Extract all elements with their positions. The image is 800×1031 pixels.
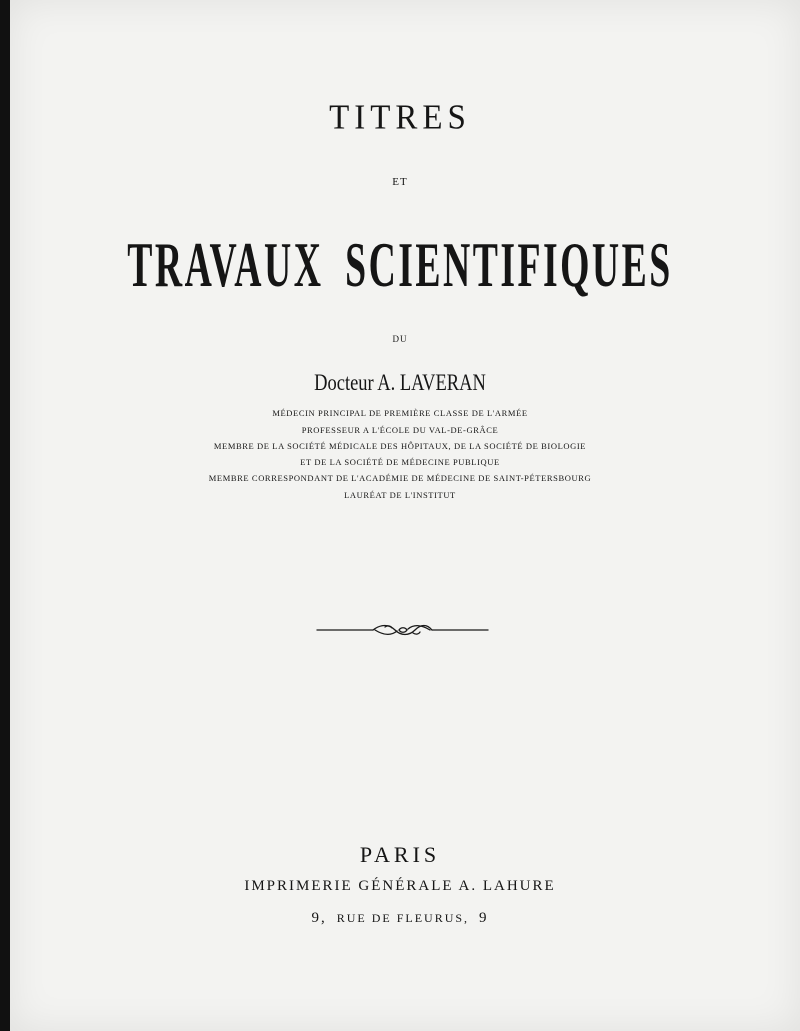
ornamental-rule-icon [315, 618, 490, 642]
title-page [10, 0, 800, 1031]
title-conjunction: ET [392, 176, 408, 188]
title-line-1: TITRES [329, 99, 471, 137]
address-number-right: 9 [479, 910, 489, 926]
imprint-city: PARIS [359, 842, 441, 867]
credential-line: ET DE LA SOCIÉTÉ DE MÉDECINE PUBLIQUE [300, 457, 500, 467]
author-name: Docteur A. LAVERAN [314, 368, 486, 396]
credential-line: MEMBRE CORRESPONDANT DE L'ACADÉMIE DE MÉDECINE DE SAINT-PÉTERSBOURG [208, 473, 592, 483]
credential-line: MÉDECIN PRINCIPAL DE PREMIÈRE CLASSE DE L'ARMÉE [272, 408, 528, 418]
credential-line: MEMBRE DE LA SOCIÉTÉ MÉDICALE DES HÔPITAUX, DE LA SOCIÉTÉ DE BIOLOGIE [213, 441, 587, 451]
imprint-address [0, 910, 800, 927]
credential-line: LAURÉAT DE L'INSTITUT [344, 490, 456, 500]
address-number-left: 9, [311, 910, 327, 926]
title-line-2: TRAVAUX SCIENTIFIQUES [127, 229, 673, 300]
author-preposition: DU [392, 334, 408, 344]
credential-line: PROFESSEUR A L'ÉCOLE DU VAL-DE-GRÂCE [301, 425, 499, 435]
address-street: RUE DE FLEURUS, [336, 911, 470, 925]
imprint-printer: IMPRIMERIE GÉNÉRALE A. LAHURE [244, 878, 556, 894]
